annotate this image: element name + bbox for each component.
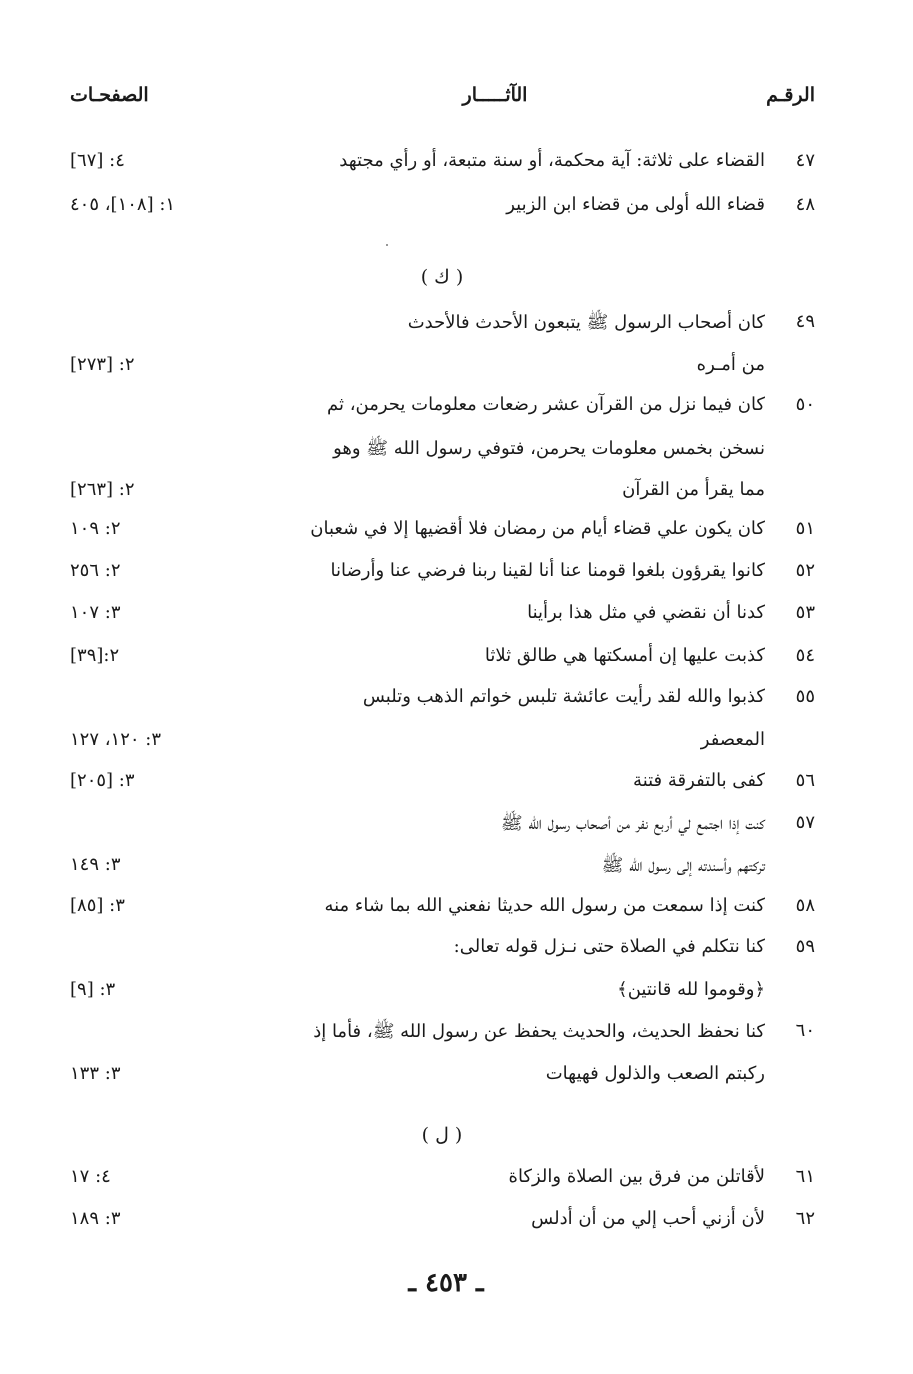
entry-number: ٥٩: [795, 936, 815, 957]
entry-number: ٥٧: [795, 812, 815, 833]
entry-pages: ٣: [٩]: [70, 979, 116, 1000]
entry-text: كذبوا والله لقد رأيت عائشة تلبس خواتم الذهب وتلبس: [362, 686, 765, 707]
entry-number: ٤٧: [795, 150, 815, 171]
entry-text-continued: من أمـره: [696, 354, 765, 375]
entry-pages: ٢: [٢٦٣]: [70, 479, 135, 500]
section-heading-kaf: ( ك ): [420, 266, 464, 288]
entry-text: قضاء الله أولى من قضاء ابن الزبير: [506, 194, 765, 215]
entry-number: ٦١: [795, 1166, 815, 1187]
entry-pages: ٢: ٢٥٦: [70, 560, 121, 581]
entry-number: ٤٩: [795, 311, 815, 332]
entry-pages: ٣: [٢٠٥]: [70, 770, 135, 791]
entry-number: ٦٠: [795, 1020, 815, 1041]
entry-text: كانوا يقرؤون بلغوا قومنا عنا أنا لقينا ربنا فرضي عنا وأرضانا: [330, 560, 765, 581]
entry-pages: ٣: ١٠٧: [70, 602, 121, 623]
entry-text-quran: ﴿وقوموا لله قانتين﴾: [617, 979, 765, 1000]
entry-text: القضاء على ثلاثة: آية محكمة، أو سنة متبعة، أو رأي مجتهد: [339, 150, 765, 171]
entry-text-continued: ركبتم الصعب والذلول فهيهات: [545, 1063, 765, 1084]
entry-number: ٥٣: [795, 602, 815, 623]
entry-text: كنا نتكلم في الصلاة حتى نـزل قوله تعالى:: [453, 936, 765, 957]
entry-text-continued: نسخن بخمس معلومات يحرمن، فتوفي رسول الله ﷺ وهو: [333, 438, 765, 459]
entry-number: ٥٦: [795, 770, 815, 791]
entry-text: كفى بالتفرقة فتنة: [633, 770, 765, 791]
entry-pages: ٣: ١٣٣: [70, 1063, 121, 1084]
entry-text-continued: تركتهم وأسندته إلى رسول الله ﷺ: [601, 855, 765, 876]
entry-number: ٥٤: [795, 645, 815, 666]
entry-text: لأن أزني أحب إلي من أن أدلس: [531, 1208, 765, 1229]
entry-number: ٦٢: [795, 1208, 815, 1229]
entry-pages: ٤: ١٧: [70, 1166, 111, 1187]
entry-pages: ٣: ١٢٠، ١٢٧: [70, 729, 162, 750]
entry-text-continued: مما يقرأ من القرآن: [622, 479, 765, 500]
entry-pages: ٣: ١٨٩: [70, 1208, 121, 1229]
entry-pages: ١: [١٠٨]، ٤٠٥: [70, 194, 176, 215]
header-number-label: الرقـم: [766, 84, 815, 106]
entry-text: كذبت عليها إن أمسكتها هي طالق ثلاثا: [484, 645, 765, 666]
entry-text: لأقاتلن من فرق بين الصلاة والزكاة: [508, 1166, 765, 1187]
entry-number: ٤٨: [795, 194, 815, 215]
page-number: ـ ٤٥٣ ـ: [408, 1268, 484, 1298]
entry-text: كدنا أن نقضي في مثل هذا برأينا: [527, 602, 765, 623]
speck: [386, 244, 388, 246]
entry-text: كنا نحفظ الحديث، والحديث يحفظ عن رسول الله ﷺ، فأما إذ: [313, 1021, 765, 1042]
entry-pages: ٤: [٦٧]: [70, 150, 125, 171]
entry-number: ٥٠: [795, 394, 815, 415]
entry-text: كنت إذا اجتمع لي أربع نفر من أصحاب رسول الله ﷺ: [500, 813, 765, 834]
entry-text: كان فيما نزل من القرآن عشر رضعات معلومات يحرمن، ثم: [327, 394, 765, 415]
section-heading-lam: ( ل ): [421, 1124, 463, 1146]
entry-pages: ٢:[٣٩]: [70, 645, 120, 666]
entry-pages: ٢: ١٠٩: [70, 518, 121, 539]
header-athar-label: الآثـــــار: [462, 84, 528, 106]
entry-pages: ٣: [٨٥]: [70, 895, 125, 916]
header-pages-label: الصفحـات: [70, 84, 149, 106]
entry-text-continued: المعصفر: [700, 729, 765, 750]
entry-text: كان يكون علي قضاء أيام من رمضان فلا أقضيها إلا في شعبان: [310, 518, 765, 539]
entry-number: ٥٢: [795, 560, 815, 581]
entry-text: كان أصحاب الرسول ﷺ يتبعون الأحدث فالأحدث: [407, 312, 765, 333]
entry-number: ٥٨: [795, 895, 815, 916]
entry-number: ٥٥: [795, 686, 815, 707]
entry-pages: ٣: ١٤٩: [70, 854, 121, 875]
entry-text: كنت إذا سمعت من رسول الله حديثا نفعني الله بما شاء منه: [324, 895, 765, 916]
entry-number: ٥١: [795, 518, 815, 539]
entry-pages: ٢: [٢٧٣]: [70, 354, 135, 375]
